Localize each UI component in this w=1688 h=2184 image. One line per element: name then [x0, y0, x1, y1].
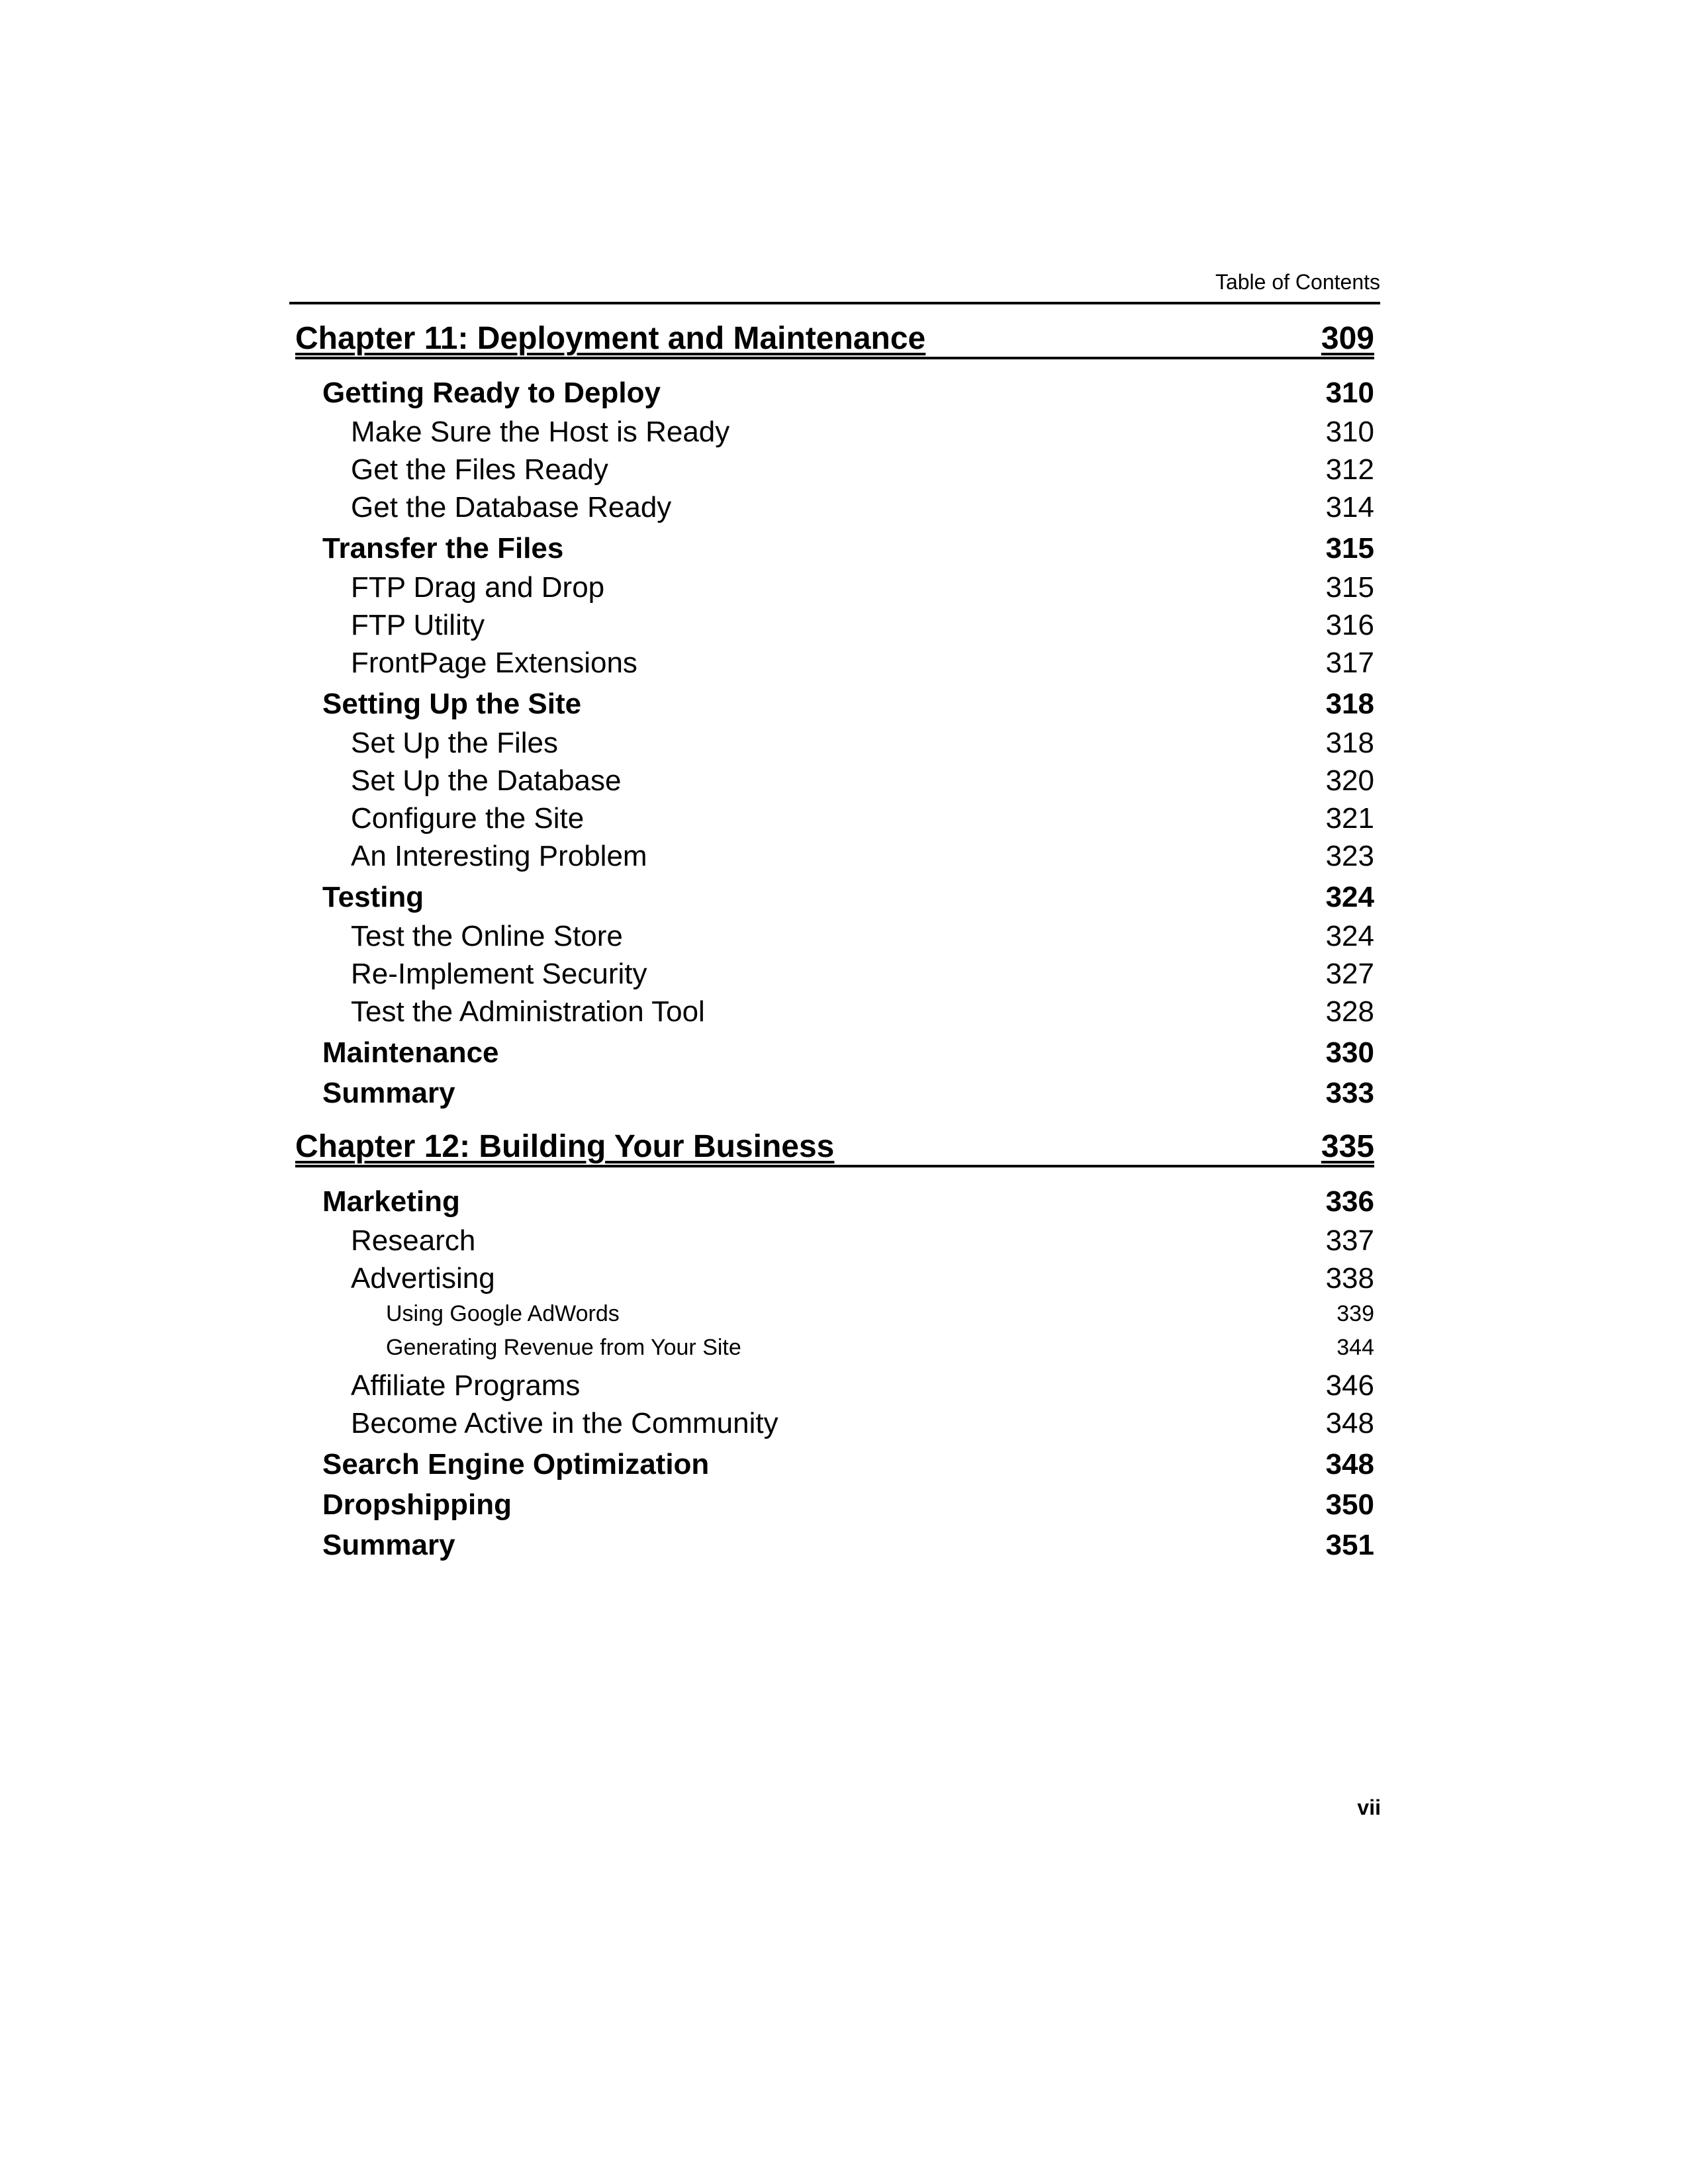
subsection-title: Configure the Site [351, 802, 585, 835]
toc-subsection[interactable] [351, 840, 1374, 873]
section-title: Getting Ready to Deploy [322, 377, 661, 409]
subsection-page: 328 [1325, 995, 1374, 1028]
toc-subsection[interactable] [351, 1369, 1374, 1402]
section-title: Setting Up the Site [322, 688, 582, 720]
section-title: Transfer the Files [322, 532, 564, 565]
chapter-page: 309 [1321, 321, 1374, 356]
toc-section[interactable] [322, 1448, 1374, 1481]
subsection-title: Test the Administration Tool [351, 995, 705, 1028]
subsection-title: Advertising [351, 1262, 495, 1295]
subsection-title: Make Sure the Host is Ready [351, 416, 730, 448]
subsection-page: 318 [1325, 727, 1374, 759]
subsection-title: Research [351, 1224, 476, 1257]
subsection-page: 337 [1325, 1224, 1374, 1257]
chapter-title: Chapter 11: Deployment and Maintenance [295, 321, 926, 356]
subsubsection-title: Using Google AdWords [386, 1301, 620, 1326]
chapter-title: Chapter 12: Building Your Business [295, 1129, 835, 1164]
toc-chapter[interactable] [295, 1128, 1374, 1167]
subsection-title: Set Up the Database [351, 764, 622, 797]
toc-subsection[interactable] [351, 995, 1374, 1028]
subsection-title: Re-Implement Security [351, 958, 647, 990]
subsection-title: Test the Online Store [351, 920, 623, 952]
subsection-title: Get the Database Ready [351, 491, 672, 523]
subsection-page: 321 [1325, 802, 1374, 835]
toc-section[interactable] [322, 881, 1374, 914]
toc-section[interactable] [322, 1036, 1374, 1069]
toc-subsection[interactable] [351, 1262, 1374, 1295]
subsubsection-page: 344 [1336, 1335, 1374, 1360]
subsection-page: 312 [1325, 453, 1374, 486]
subsection-title: FrontPage Extensions [351, 647, 637, 679]
toc-chapter[interactable] [295, 320, 1374, 359]
toc-subsubsection[interactable] [386, 1301, 1374, 1327]
toc-subsection[interactable] [351, 609, 1374, 642]
toc-subsection[interactable] [351, 764, 1374, 797]
toc-section[interactable] [322, 1488, 1374, 1522]
page-number: vii [1357, 1796, 1381, 1819]
toc-subsection[interactable] [351, 727, 1374, 760]
section-page: 310 [1325, 377, 1374, 409]
section-page: 348 [1325, 1448, 1374, 1480]
section-title: Marketing [322, 1185, 460, 1218]
toc-subsection[interactable] [351, 920, 1374, 953]
subsection-page: 316 [1325, 609, 1374, 641]
section-title: Dropshipping [322, 1488, 512, 1521]
subsection-page: 327 [1325, 958, 1374, 990]
toc-section[interactable] [322, 1529, 1374, 1562]
running-header [289, 267, 1380, 304]
toc-subsection[interactable] [351, 647, 1374, 680]
subsection-page: 315 [1325, 571, 1374, 604]
subsection-title: An Interesting Problem [351, 840, 647, 872]
subsection-page: 323 [1325, 840, 1374, 872]
subsection-title: Set Up the Files [351, 727, 559, 759]
section-page: 318 [1325, 688, 1374, 720]
subsection-page: 320 [1325, 764, 1374, 797]
section-page: 333 [1325, 1077, 1374, 1109]
subsection-page: 324 [1325, 920, 1374, 952]
section-title: Summary [322, 1077, 455, 1109]
toc-section[interactable] [322, 1185, 1374, 1218]
toc-subsection[interactable] [351, 571, 1374, 604]
toc-subsection[interactable] [351, 802, 1374, 835]
toc-subsection[interactable] [351, 491, 1374, 524]
toc-section[interactable] [322, 688, 1374, 721]
subsection-page: 346 [1325, 1369, 1374, 1402]
subsection-page: 348 [1325, 1407, 1374, 1439]
toc-subsection[interactable] [351, 416, 1374, 449]
section-title: Search Engine Optimization [322, 1448, 710, 1480]
subsubsection-title: Generating Revenue from Your Site [386, 1335, 741, 1360]
section-page: 336 [1325, 1185, 1374, 1218]
chapter-page: 335 [1321, 1129, 1374, 1164]
section-page: 324 [1325, 881, 1374, 913]
subsection-page: 314 [1325, 491, 1374, 523]
section-page: 351 [1325, 1529, 1374, 1561]
subsubsection-page: 339 [1336, 1301, 1374, 1326]
subsection-title: FTP Utility [351, 609, 485, 641]
section-title: Testing [322, 881, 424, 913]
toc-section[interactable] [322, 1077, 1374, 1110]
toc-section[interactable] [322, 377, 1374, 410]
section-page: 350 [1325, 1488, 1374, 1521]
subsection-page: 317 [1325, 647, 1374, 679]
subsection-title: Affiliate Programs [351, 1369, 581, 1402]
toc-subsection[interactable] [351, 958, 1374, 991]
header-title: Table of Contents [1215, 270, 1380, 294]
toc-subsubsection[interactable] [386, 1335, 1374, 1361]
toc-subsection[interactable] [351, 1407, 1374, 1440]
subsection-title: FTP Drag and Drop [351, 571, 605, 604]
subsection-title: Get the Files Ready [351, 453, 608, 486]
toc-section[interactable] [322, 532, 1374, 565]
toc-subsection[interactable] [351, 453, 1374, 486]
section-page: 315 [1325, 532, 1374, 565]
section-title: Maintenance [322, 1036, 499, 1069]
subsection-title: Become Active in the Community [351, 1407, 778, 1439]
section-page: 330 [1325, 1036, 1374, 1069]
toc-subsection[interactable] [351, 1224, 1374, 1257]
subsection-page: 338 [1325, 1262, 1374, 1295]
section-title: Summary [322, 1529, 455, 1561]
subsection-page: 310 [1325, 416, 1374, 448]
